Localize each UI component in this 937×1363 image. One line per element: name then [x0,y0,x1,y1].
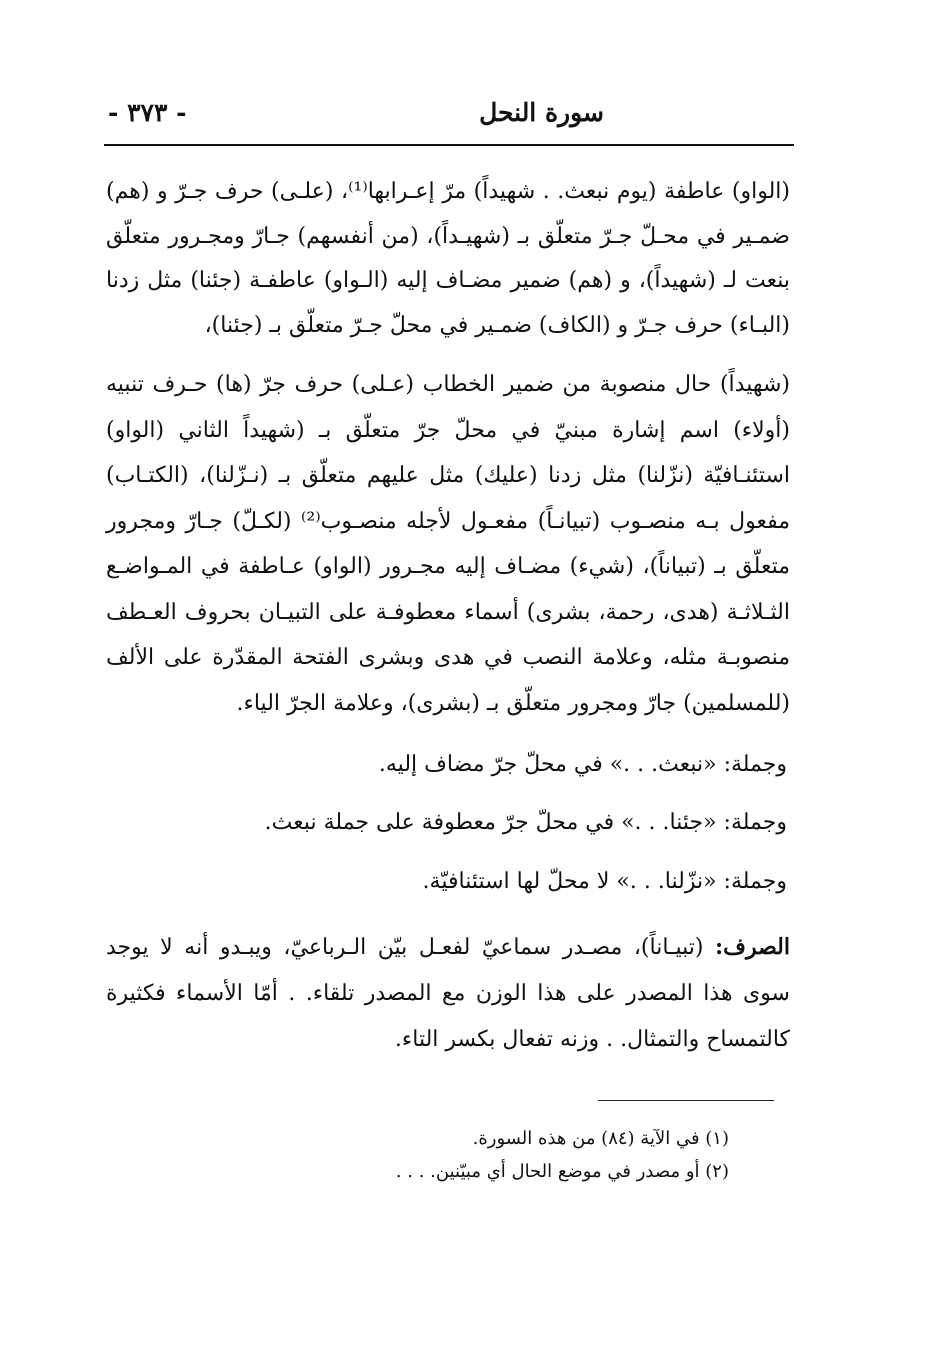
footnote-2: (٢) أو مصدر في موضع الحال أي مبيّنين. . . . [395,1161,729,1182]
sentence-note-3: وجملة: «نزّلنا. . .» لا محلّ لها استئنافيّة. [422,869,787,894]
sentence-note-2: وجملة: «جئنا. . .» في محلّ جرّ معطوفة على جملة نبعث. [264,810,787,835]
header-divider [104,144,794,146]
surah-title: سورة النحل [479,98,604,127]
parsing-paragraph-1: (الواو) عاطفة (يوم نبعث. . شهيداً) مرّ إعـرابها⁽¹⁾، (علـى) حرف جـرّ و (هم) ضمـير في محـلّ جـرّ متعلّق بـ (شهيـداً)، (من أنفسهم) جـارّ ومجـرور متعلّق بنعت لـ (شهيداً)، و (هم) ضمير مضـاف إليه (الـواو) عاطفـة (جئنا) مثل زدنا (البـاء) حرف جـرّ و (الكاف) ضمـير في محلّ جـرّ متعلّق بـ (جئنا)، [106,179,790,338]
parsing-paragraph-2: (شهيداً) حال منصوبة من ضمير الخطاب (عـلى) حرف جرّ (ها) حـرف تنبيه (أولاء) اسم إشارة مبنيّ في محلّ جرّ متعلّق بـ (شهيداً الثاني (الواو) استئنـافيّة (نزّلنا) مثل زدنا (عليك) مثل عليهم متعلّق بـ (نـزّلنا)، (الكتـاب) مفعول بـه منصـوب (تبيانـاً) مفعـول لأجله منصـوب⁽²⁾ (لكـلّ) جـارّ ومجرور متعلّق بـ (تبياناً)، (شيء) مضـاف إليه مجـرور (الواو) عـاطفة في المـواضـع الثـلاثـة (هدى، رحمة، بشرى) أسماء معطوفـة على التبيـان بحروف العـطف منصوبـة مثله، وعلامة النصب في هدى وبشرى الفتحة المقدّرة على الألف (للمسلمين) جارّ ومجرور متعلّق بـ (بشرى)، وعلامة الجرّ الياء. [106,372,790,716]
footnote-1: (١) في الآية (٨٤) من هذه السورة. [472,1128,729,1149]
morphology-heading: الصرف: [715,934,790,960]
page-header [104,92,792,142]
sentence-note-1: وجملة: «نبعث. . .» في محلّ جرّ مضاف إليه. [378,752,787,777]
page-number: - ٣٧٣ - [108,98,187,127]
morphology-text: (تبيـاناً)، مصـدر سماعيّ لفعـل بيّن الـرباعيّ، ويبـدو أنه لا يوجد سوى هذا المصدر على هذا الوزن مع المصدر تلقاء. . أمّا الأسماء فكثيرة كالتمساح والتمثال. . وزنه تفعال بكسر التاء. [106,935,790,1052]
footnote-divider [598,1100,774,1101]
morphology-paragraph [106,924,790,1063]
footnotes [396,1122,729,1188]
